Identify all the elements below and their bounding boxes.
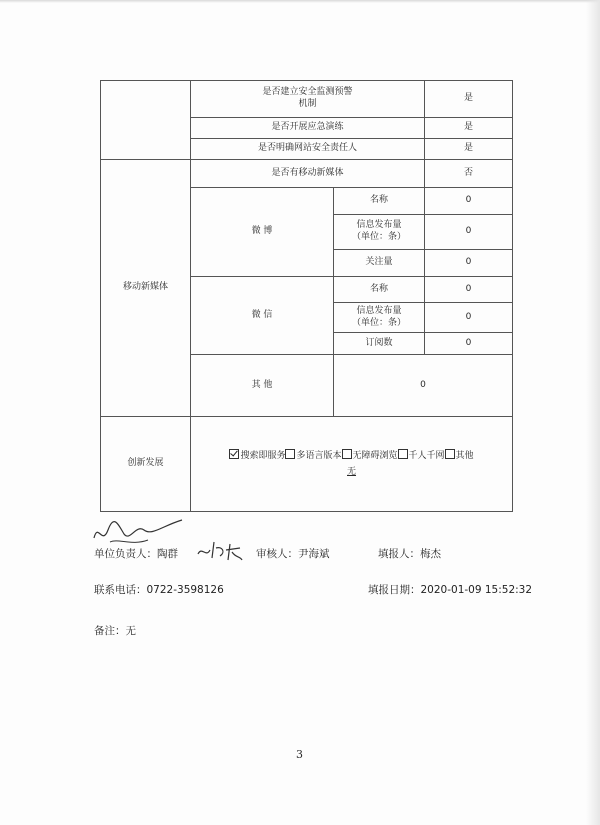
checkbox-checked-icon <box>229 449 239 459</box>
row-value: 是 <box>425 118 513 139</box>
row-value: 0 <box>425 277 513 303</box>
scan-edge <box>0 0 600 3</box>
row-value: 0 <box>425 333 513 355</box>
row-value: 是 <box>425 81 513 118</box>
row-label: 订阅数 <box>334 333 425 355</box>
table-row <box>101 160 513 188</box>
other-description: 无 <box>347 467 357 477</box>
row-label: 是否开展应急演练 <box>191 118 425 139</box>
option-personalized[interactable]: 千人千网 <box>398 449 445 463</box>
table-row <box>101 417 513 512</box>
reviewer-line: 审核人：尹海斌 <box>256 548 330 560</box>
table-row <box>101 81 513 118</box>
checkbox-icon <box>398 449 408 459</box>
date-line: 填报日期：2020-01-09 15:52:32 <box>368 584 533 596</box>
other-value: 0 <box>334 355 513 417</box>
report-table <box>100 80 513 512</box>
option-accessibility[interactable]: 无障碍浏览 <box>342 449 398 463</box>
section-label-cell: 移动新媒体 <box>101 160 191 417</box>
responsible-line: 单位负责人：陶群 <box>94 548 178 560</box>
checkbox-icon <box>285 449 295 459</box>
option-multilingual[interactable]: 多语言版本 <box>285 449 341 463</box>
row-value: 0 <box>425 303 513 333</box>
row-label: 是否有移动新媒体 <box>191 160 425 188</box>
page-number: 3 <box>296 748 303 761</box>
filler-line: 填报人：梅杰 <box>378 548 441 560</box>
signature-name <box>196 538 244 562</box>
row-label: 名称 <box>334 188 425 215</box>
row-label: 信息发布量 （单位：条） <box>334 215 425 250</box>
row-value: 是 <box>425 139 513 160</box>
row-value: 0 <box>425 188 513 215</box>
innovation-options <box>191 417 513 512</box>
row-label: 是否明确网站安全责任人 <box>191 139 425 160</box>
weixin-label: 微 信 <box>191 277 334 355</box>
innovation-label: 创新发展 <box>101 417 191 512</box>
weibo-label: 微 博 <box>191 188 334 277</box>
option-other[interactable]: 其他 <box>445 449 474 463</box>
row-label: 关注量 <box>334 250 425 277</box>
row-label: 信息发布量 （单位：条） <box>334 303 425 333</box>
scan-shadow <box>586 0 600 825</box>
other-label: 其 他 <box>191 355 334 417</box>
row-label: 是否建立安全监测预警 机制 <box>191 81 425 118</box>
note-line: 备注：无 <box>94 625 136 637</box>
row-value: 否 <box>425 160 513 188</box>
option-search-as-service[interactable]: 搜索即服务 <box>229 449 285 463</box>
phone-line: 联系电话：0722-3598126 <box>94 584 224 596</box>
checkbox-icon <box>342 449 352 459</box>
row-label: 名称 <box>334 277 425 303</box>
checkbox-icon <box>445 449 455 459</box>
row-value: 0 <box>425 250 513 277</box>
row-value: 0 <box>425 215 513 250</box>
blank-cell <box>101 81 191 160</box>
